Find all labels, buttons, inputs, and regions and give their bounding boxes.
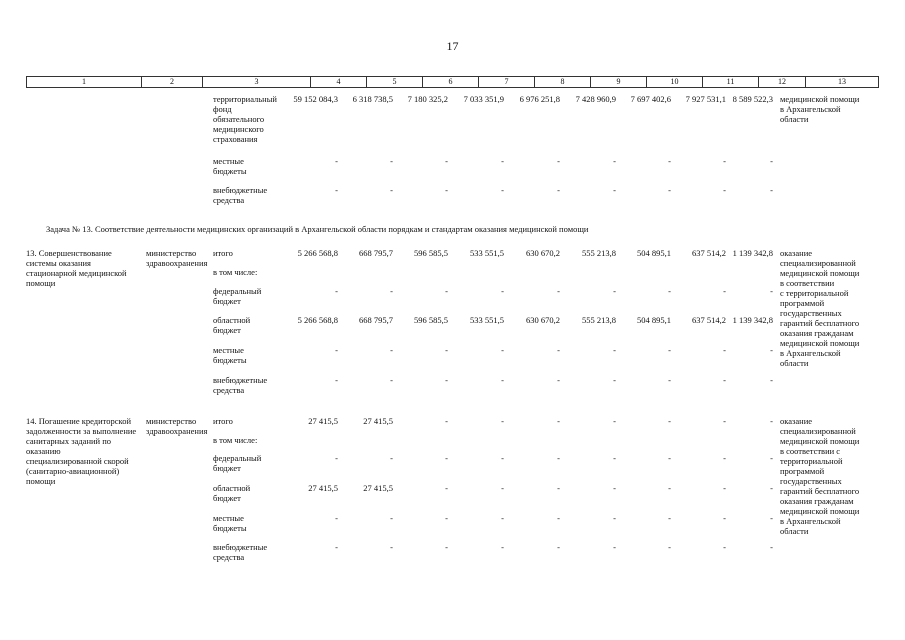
- value-cell: -: [390, 542, 393, 552]
- value-cell: 27 415,5: [363, 483, 393, 493]
- row-label: областной бюджет: [213, 483, 251, 503]
- value-cell: -: [501, 483, 504, 493]
- value-cell: 5 266 568,8: [297, 248, 338, 258]
- value-cell: -: [445, 345, 448, 355]
- value-cell: -: [390, 156, 393, 166]
- value-cell: -: [501, 416, 504, 426]
- value-cell: -: [501, 513, 504, 523]
- value-cell: -: [723, 483, 726, 493]
- value-cell: 637 514,2: [692, 248, 726, 258]
- value-cell: -: [770, 542, 773, 552]
- value-cell: -: [770, 345, 773, 355]
- value-cell: -: [501, 345, 504, 355]
- row-label: внебюджетные средства: [213, 375, 268, 395]
- value-cell: 504 895,1: [637, 248, 671, 258]
- value-cell: -: [668, 345, 671, 355]
- value-cell: 596 585,5: [414, 315, 448, 325]
- value-cell: 6 976 251,8: [519, 94, 560, 104]
- value-cell: -: [445, 483, 448, 493]
- value-cell: 59 152 084,3: [293, 94, 338, 104]
- value-cell: -: [390, 345, 393, 355]
- value-cell: 637 514,2: [692, 315, 726, 325]
- value-cell: 27 415,5: [308, 416, 338, 426]
- value-cell: 8 589 522,3: [732, 94, 773, 104]
- value-cell: -: [335, 345, 338, 355]
- row-label: внебюджетные средства: [213, 185, 268, 205]
- value-cell: -: [501, 375, 504, 385]
- executor: министерство здравоохранения: [146, 248, 208, 268]
- value-cell: -: [445, 185, 448, 195]
- header-col-5: 5: [367, 77, 423, 88]
- value-cell: -: [613, 185, 616, 195]
- header-col-12: 12: [759, 77, 806, 88]
- value-cell: -: [770, 286, 773, 296]
- row-label: федеральный бюджет: [213, 286, 262, 306]
- row-label: областной бюджет: [213, 315, 251, 335]
- value-cell: -: [613, 286, 616, 296]
- value-cell: -: [613, 513, 616, 523]
- page-number: 17: [446, 39, 459, 53]
- value-cell: -: [557, 185, 560, 195]
- value-cell: 5 266 568,8: [297, 315, 338, 325]
- column-number-header: [26, 76, 879, 88]
- value-cell: 1 139 342,8: [732, 315, 773, 325]
- value-cell: -: [557, 156, 560, 166]
- value-cell: 533 551,5: [470, 315, 504, 325]
- value-cell: -: [668, 453, 671, 463]
- measure-title: 13. Совершенствование системы оказания стационарной медицинской помощи: [26, 248, 127, 288]
- value-cell: 555 213,8: [582, 315, 616, 325]
- row-label: федеральный бюджет: [213, 453, 262, 473]
- value-cell: 27 415,5: [363, 416, 393, 426]
- header-col-2: 2: [142, 77, 203, 88]
- value-cell: -: [557, 416, 560, 426]
- value-cell: -: [668, 542, 671, 552]
- value-cell: -: [335, 542, 338, 552]
- value-cell: -: [613, 542, 616, 552]
- value-cell: -: [501, 156, 504, 166]
- value-cell: -: [557, 483, 560, 493]
- header-col-13: 13: [806, 77, 879, 88]
- value-cell: -: [335, 185, 338, 195]
- value-cell: -: [613, 416, 616, 426]
- header-col-1: 1: [27, 77, 142, 88]
- row-label: местные бюджеты: [213, 513, 247, 533]
- value-cell: -: [501, 542, 504, 552]
- value-cell: -: [390, 513, 393, 523]
- value-cell: -: [770, 453, 773, 463]
- header-col-8: 8: [535, 77, 591, 88]
- row-label: внебюджетные средства: [213, 542, 268, 562]
- row-label: итого: [213, 248, 233, 258]
- value-cell: -: [668, 375, 671, 385]
- value-cell: -: [613, 453, 616, 463]
- value-cell: -: [501, 453, 504, 463]
- value-cell: -: [770, 483, 773, 493]
- result-text: медицинской помощи в Архангельской области: [780, 94, 860, 124]
- value-cell: -: [668, 416, 671, 426]
- value-cell: 7 697 402,6: [630, 94, 671, 104]
- header-col-9: 9: [591, 77, 647, 88]
- value-cell: 6 318 738,5: [352, 94, 393, 104]
- value-cell: -: [668, 513, 671, 523]
- value-cell: -: [770, 156, 773, 166]
- value-cell: -: [390, 375, 393, 385]
- value-cell: -: [613, 483, 616, 493]
- measure-title: 14. Погашение кредиторской задолженности за выполнение санитарных заданий по оказанию специализированной скорой (санитарно-авиационной) помощи: [26, 416, 137, 486]
- value-cell: 1 139 342,8: [732, 248, 773, 258]
- value-cell: -: [723, 286, 726, 296]
- value-cell: 555 213,8: [582, 248, 616, 258]
- header-col-4: 4: [311, 77, 367, 88]
- value-cell: -: [557, 375, 560, 385]
- row-label: в том числе:: [213, 435, 258, 445]
- value-cell: -: [445, 416, 448, 426]
- value-cell: -: [557, 286, 560, 296]
- value-cell: 630 670,2: [526, 248, 560, 258]
- row-label: территориальный фонд обязательного медицинского страхования: [213, 94, 277, 144]
- value-cell: -: [723, 453, 726, 463]
- header-col-11: 11: [703, 77, 759, 88]
- value-cell: -: [501, 286, 504, 296]
- value-cell: 7 428 960,9: [575, 94, 616, 104]
- value-cell: -: [613, 375, 616, 385]
- value-cell: -: [723, 375, 726, 385]
- value-cell: -: [668, 483, 671, 493]
- value-cell: -: [668, 185, 671, 195]
- row-label: местные бюджеты: [213, 156, 247, 176]
- header-col-3: 3: [203, 77, 311, 88]
- value-cell: -: [557, 542, 560, 552]
- executor: министерство здравоохранения: [146, 416, 208, 436]
- value-cell: -: [335, 453, 338, 463]
- value-cell: -: [770, 375, 773, 385]
- value-cell: -: [723, 156, 726, 166]
- value-cell: -: [723, 185, 726, 195]
- value-cell: 533 551,5: [470, 248, 504, 258]
- value-cell: -: [557, 345, 560, 355]
- value-cell: -: [335, 375, 338, 385]
- header-col-10: 10: [647, 77, 703, 88]
- value-cell: -: [390, 453, 393, 463]
- value-cell: -: [445, 453, 448, 463]
- value-cell: -: [723, 542, 726, 552]
- row-label: в том числе:: [213, 267, 258, 277]
- value-cell: -: [501, 185, 504, 195]
- header-col-6: 6: [423, 77, 479, 88]
- result-text: оказание специализированной медицинской помощи в соответствии с территориальной программой государственных гарантий бесплатного оказания гражданам медицинской помощи в Архангельской области: [780, 416, 860, 536]
- task-heading: Задача № 13. Соответствие деятельности медицинских организаций в Архангельской области порядкам и стандартам оказания медицинской помощи: [46, 224, 589, 234]
- value-cell: 504 895,1: [637, 315, 671, 325]
- value-cell: -: [445, 156, 448, 166]
- value-cell: -: [668, 286, 671, 296]
- value-cell: -: [613, 156, 616, 166]
- value-cell: -: [445, 542, 448, 552]
- header-col-7: 7: [479, 77, 535, 88]
- value-cell: -: [390, 286, 393, 296]
- row-label: местные бюджеты: [213, 345, 247, 365]
- value-cell: -: [723, 513, 726, 523]
- result-text: оказание специализированной медицинской помощи в соответствии с территориальной программой государственных гарантий бесплатного оказания гражданам медицинской помощи в Архангельской области: [780, 248, 860, 368]
- value-cell: 596 585,5: [414, 248, 448, 258]
- value-cell: -: [613, 345, 616, 355]
- row-label: итого: [213, 416, 233, 426]
- value-cell: -: [335, 156, 338, 166]
- value-cell: -: [557, 513, 560, 523]
- value-cell: 7 180 325,2: [407, 94, 448, 104]
- value-cell: -: [770, 416, 773, 426]
- value-cell: -: [770, 185, 773, 195]
- value-cell: -: [445, 513, 448, 523]
- value-cell: -: [557, 453, 560, 463]
- value-cell: -: [445, 375, 448, 385]
- value-cell: -: [335, 286, 338, 296]
- value-cell: 27 415,5: [308, 483, 338, 493]
- value-cell: 7 033 351,9: [463, 94, 504, 104]
- value-cell: -: [445, 286, 448, 296]
- value-cell: -: [335, 513, 338, 523]
- value-cell: -: [723, 416, 726, 426]
- value-cell: 668 795,7: [359, 248, 393, 258]
- value-cell: 668 795,7: [359, 315, 393, 325]
- value-cell: -: [390, 185, 393, 195]
- value-cell: -: [723, 345, 726, 355]
- value-cell: -: [770, 513, 773, 523]
- value-cell: 630 670,2: [526, 315, 560, 325]
- value-cell: -: [668, 156, 671, 166]
- value-cell: 7 927 531,1: [685, 94, 726, 104]
